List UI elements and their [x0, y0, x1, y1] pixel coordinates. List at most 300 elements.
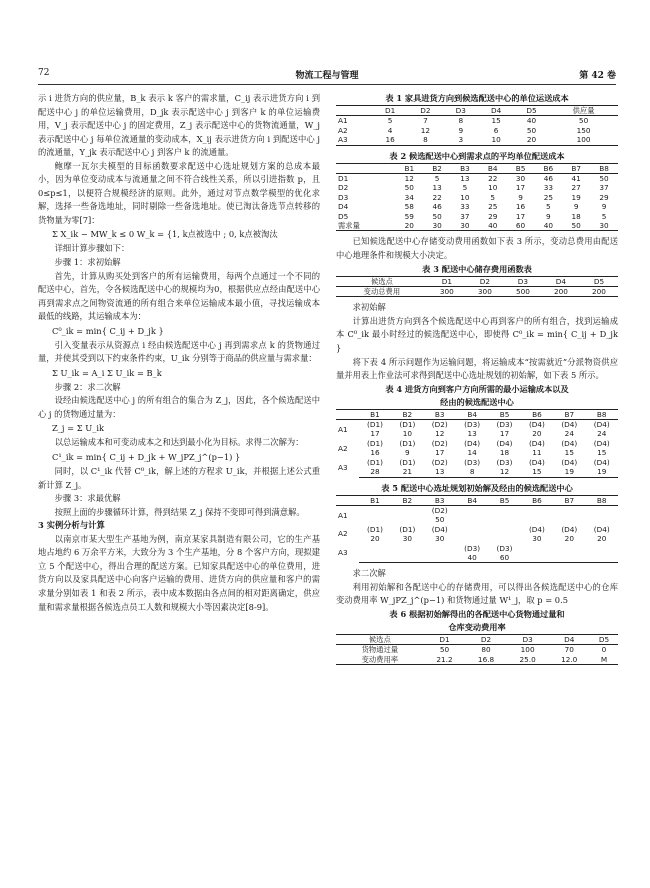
table-cell: 9: [546, 211, 551, 221]
table-2: [336, 163, 618, 232]
table-row: [336, 212, 618, 221]
table-header: D2: [408, 106, 443, 116]
table-cell: 15: [491, 116, 501, 126]
table-cell: 30: [532, 534, 542, 544]
table-cell: 25: [488, 202, 498, 212]
table-cell: 变动费用率: [336, 655, 424, 665]
table-cell: 37: [460, 211, 470, 221]
table-cell: [553, 505, 585, 515]
table-row: [336, 645, 618, 655]
paragraph: 将下表 4 所示问题作为运输问题，将运输成本“按需就近”分派物资供应量并用表上作业法可求得到配送中心选址规划的初始解，如下表 5 所示。: [336, 356, 618, 381]
table-cell: 20: [395, 221, 423, 231]
table-cell: 300: [428, 286, 466, 296]
table-header: B7: [553, 409, 585, 419]
table-cell: (D1): [366, 457, 383, 467]
table-cell: [586, 544, 618, 553]
paragraph: 同时，以 C¹_ik 代替 C⁰_ik，解上述的方程求 U_ik，并根据上述公式重新计算 Z_j。: [38, 466, 320, 490]
table-cell: (D3): [464, 457, 481, 467]
table-cell: 58: [404, 202, 414, 212]
table-header: B5: [488, 409, 520, 419]
table-cell: 37: [599, 183, 609, 193]
table-header: B5: [507, 163, 535, 173]
table-cell: 13: [424, 467, 456, 477]
table-cell: 24: [564, 429, 574, 439]
running-header: [38, 68, 616, 80]
paragraph: 引入变量表示从资源点 i 经由候选配送中心 j 再到需求点 k 的货物通过量，并使其受到以下约束条件约束，U_ik 分别等于商品的供应量与需求量：: [38, 339, 320, 364]
table-cell: 17: [435, 448, 445, 458]
table-cell: 9: [405, 448, 410, 458]
table-cell: 11: [532, 448, 542, 458]
table-cell: [586, 515, 618, 524]
table-cell: 16: [515, 202, 526, 212]
table-cell: 20: [532, 429, 542, 439]
table-cell: A2: [338, 443, 348, 453]
left-column: [38, 92, 320, 614]
table-cell: 10: [478, 135, 513, 145]
table-cell: 10: [488, 183, 498, 193]
table-cell: 46: [432, 202, 442, 212]
table-header: B2: [391, 409, 423, 419]
table-cell: 18: [571, 211, 581, 221]
table-caption: 表 6 根据初始解得出的各配送中心货物通过量和: [389, 608, 565, 619]
table-row: [336, 553, 618, 563]
table-cell: 19: [553, 467, 585, 477]
table-caption: 经由的候选配送中心: [440, 396, 514, 407]
table-cell: 13: [432, 183, 442, 193]
table-cell: D4: [338, 202, 349, 212]
table-row: [336, 183, 618, 192]
paragraph: 首先，计算从购买处到客户的所有运输费用，每两个点通过一个不同的配送中心，首先，令各候选配送中心的规模均为0，根据供应点经由配送中心再到需求点之间物资流通的所有组合来单位运输成本最小值，寻找运输成本最低的线路，其运输成本为：: [38, 270, 320, 322]
table-cell: 50: [526, 125, 537, 135]
step-heading: 步骤 3：求最优解: [54, 493, 121, 504]
table-header: B8: [586, 409, 618, 419]
table-cell: 10: [460, 192, 470, 202]
table-cell: [586, 505, 618, 515]
table-cell: (D3): [496, 543, 513, 553]
table-cell: [521, 505, 553, 515]
table-row: [336, 525, 618, 534]
table-cell: 30: [423, 221, 451, 231]
table-header: B4: [479, 163, 507, 173]
table-header: D5: [580, 276, 618, 286]
table-cell: 9: [518, 192, 523, 202]
table-cell: 22: [432, 192, 442, 202]
paragraph: 以南京市某大型生产基地为例，南京某家具制造有限公司，它的生产基地占地约 6 万余平方米，大致分为 3 个生产基地，分 8 个客户方向，现拟建立 5 个配送中心，得出合理的配送方案。已知家具配送中心的单位费用，进货方向以及家具配送中心向客户运输的费用、进货方向的供应量和客户的需求量分别如表 1 和表 2 所示，表中成本数据由各点间的相对距离确定，供应量和需求量根据各候选点员工人数和规模大小等因素决定[8-9]。: [38, 533, 320, 612]
table-cell: (D1): [366, 438, 383, 448]
table-caption: 表 3 配送中心储存费用函数表: [422, 263, 532, 274]
table-cell: 17: [370, 429, 380, 439]
table-header: B5: [488, 495, 520, 505]
paragraph: 利用初始解和各配送中心的存储费用，可以得出各候选配送中心的仓库变动费用率 W_jPZ_j^(p−1) 和货物通过量 W¹_j，取 p = 0.5: [336, 581, 618, 606]
paragraph: 按照上面的步骤循环计算，得到结果 Z_j 保持不变即可得到满意解。: [54, 506, 305, 517]
table-header: [336, 495, 359, 505]
table-cell: (D4): [593, 524, 610, 534]
table-cell: [391, 505, 423, 515]
equation: C¹_ik = min{ C_ij + D_jk + W_jPZ_j^(p−1) }: [52, 452, 241, 463]
section-heading: 3 实例分析与计算: [38, 520, 105, 531]
table-cell: 20: [564, 534, 574, 544]
table-header: [336, 106, 372, 116]
table-header: B6: [534, 163, 562, 173]
table-cell: 8: [456, 467, 488, 477]
table-cell: 40: [456, 553, 488, 563]
table-cell: (D4): [528, 420, 545, 430]
table-cell: [488, 525, 520, 534]
table-cell: 5: [434, 174, 440, 184]
table-cell: 12.0: [548, 655, 590, 665]
table-cell: (D1): [366, 420, 383, 430]
table-caption: 表 1 家具进货方向到候选配送中心的单位运送成本: [385, 93, 569, 103]
table-cell: 6: [493, 125, 499, 135]
table-cell: 25.0: [507, 655, 549, 665]
table-cell: 30: [590, 221, 618, 231]
table-header: B3: [424, 495, 456, 505]
table-cell: (D1): [399, 457, 416, 467]
table-cell: (D4): [593, 438, 610, 448]
table-cell: 3: [443, 135, 478, 145]
table-cell: (D1): [399, 420, 416, 430]
table-cell: (D4): [561, 420, 578, 430]
table-cell: 50: [578, 116, 589, 126]
table-header: D5: [514, 106, 549, 116]
table-row: [336, 505, 618, 515]
table-cell: 60: [507, 221, 535, 231]
table-cell: 30: [402, 534, 413, 544]
table-cell: [488, 515, 520, 524]
equation: Σ U_ik = A_i Σ U_ik = B_k: [52, 367, 162, 378]
table-header: D4: [542, 276, 580, 286]
table-cell: D3: [338, 192, 349, 202]
table-header: 候选点: [336, 276, 428, 286]
table-row: [336, 655, 618, 665]
table-cell: (D2): [431, 505, 448, 515]
journal-name: 物流工程与管理: [295, 71, 359, 81]
table-cell: 24: [597, 429, 607, 439]
table-cell: 46: [543, 174, 554, 184]
table-cell: 17: [515, 183, 526, 193]
table-header: D2: [465, 634, 507, 644]
header-rule: [38, 84, 616, 85]
table-header: D4: [548, 634, 590, 644]
table-cell: (D3): [496, 420, 513, 430]
table-cell: 9: [458, 125, 464, 135]
table-header: D3: [443, 106, 478, 116]
table-cell: 50: [432, 211, 442, 221]
table-header: B1: [395, 163, 423, 173]
equation: C⁰_ik = min{ C_ij + D_jk }: [52, 325, 164, 336]
table-cell: 29: [599, 192, 609, 202]
table-row: [336, 429, 618, 438]
table-caption: 仓库变动费用率: [448, 621, 506, 632]
table-cell: 16.8: [465, 655, 507, 665]
table-cell: 27: [571, 183, 581, 193]
table-caption: 表 5 配送中心选址规划初始解及经由的候选配送中心: [381, 482, 573, 493]
table-header: D3: [504, 276, 542, 286]
table-cell: 150: [576, 125, 591, 135]
table-header: D4: [478, 106, 513, 116]
table-cell: [359, 505, 391, 515]
table-cell: 13: [460, 174, 470, 184]
table-cell: 50: [562, 221, 590, 231]
table-header: B1: [359, 409, 391, 419]
table-cell: 0: [601, 645, 607, 655]
table-cell: (D4): [561, 457, 578, 467]
table-cell: 21: [391, 467, 423, 477]
table-cell: 200: [580, 286, 618, 296]
table-header: B2: [423, 163, 451, 173]
table-cell: (D4): [528, 438, 545, 448]
paragraph: 以总运输成本和可变动成本之和达到最小化为目标。求得二次解为：: [54, 437, 304, 448]
table-cell: 25: [543, 192, 554, 202]
table-cell: 15: [521, 467, 553, 477]
table-6: [336, 634, 618, 665]
table-cell: [424, 553, 456, 563]
equation: Σ X_ik − MW_k ≤ 0 W_k = {1, k点被选中 ; 0, k点被淘汰: [52, 229, 278, 240]
table-cell: 14: [467, 448, 477, 458]
table-header: B7: [562, 163, 590, 173]
table-cell: 12: [435, 429, 445, 439]
table-cell: (D2): [431, 438, 448, 448]
table-row: [336, 515, 618, 524]
table-caption: 表 4 进货方向到客户方向所需的最小运输成本以及: [385, 383, 569, 394]
table-cell: [553, 544, 585, 553]
table-row: [336, 193, 618, 202]
table-cell: 12: [488, 467, 520, 477]
table-cell: 300: [466, 286, 504, 296]
table-cell: 100: [549, 135, 618, 145]
table-row: [336, 544, 618, 553]
table-caption: 表 2 候选配送中心到需求点的平均单位配送成本: [389, 150, 565, 161]
table-cell: 40: [534, 221, 562, 231]
table-cell: 货物通过量: [361, 645, 399, 655]
paragraph: 设经由候选配送中心 j 的所有组合的集合为 Z_j，因此，各个候选配送中心 j 的货物通过量为：: [38, 395, 320, 419]
table-cell: D5: [338, 211, 349, 221]
table-header: 供应量: [549, 106, 618, 116]
table-cell: 17: [499, 429, 510, 439]
table-cell: [553, 515, 585, 524]
table-row: [336, 202, 618, 211]
table-cell: 21.2: [424, 655, 466, 665]
table-cell: 50: [404, 183, 414, 193]
step-heading: 求二次解: [352, 568, 386, 579]
table-cell: 15: [564, 448, 574, 458]
table-cell: (D2): [431, 420, 448, 430]
table-cell: [521, 515, 553, 524]
table-cell: 13: [467, 429, 477, 439]
table-cell: 7: [423, 116, 428, 126]
table-cell: 100: [520, 645, 535, 655]
table-cell: (D4): [593, 420, 610, 430]
table-cell: 30: [515, 174, 526, 184]
table-cell: 20: [370, 534, 380, 544]
table-header: B4: [456, 495, 488, 505]
table-cell: [391, 515, 423, 524]
table-header: D1: [428, 276, 466, 286]
table-header: B4: [456, 409, 488, 419]
paragraph: 示 i 进货方向的供应量，B_k 表示 k 客户的需求量，C_ij 表示进货方向 i 到配送中心 j 的单位运输费用，D_jk 表示配送中心 j 到客户 k 的单位运输费用，V_j 表示配送中心 j 的固定费用，Z_j 表示配送中心的货物流通量，W_j 表示配送中心 j 每单位流通量的变动成本，X_ij 表示进货方向 i 到配送中心 j 的流通量，Y_jk 表示配送中心 j 到客户 k 的流通量。: [38, 93, 320, 158]
table-cell: A3: [338, 462, 348, 472]
table-cell: 5: [490, 192, 496, 202]
table-cell: 19: [586, 467, 618, 477]
table-cell: [488, 505, 520, 515]
table-row: [336, 286, 618, 296]
table-header: B1: [359, 495, 391, 505]
table-cell: 5: [546, 202, 551, 212]
table-header: B3: [424, 409, 456, 419]
table-row: [336, 420, 618, 430]
table-cell: 500: [504, 286, 542, 296]
table-header: B7: [553, 495, 585, 505]
table-header: B8: [586, 495, 618, 505]
table-cell: 5: [462, 183, 468, 193]
table-cell: (D4): [528, 524, 545, 534]
table-cell: 33: [543, 183, 554, 193]
paragraph: 计算出进货方向到各个候选配送中心再到客户的所有组合，找到运输成本 C⁰_ik 最小时经过的候选配送中心，即使得 C⁰_ik = min{ C_ij + D_jk }: [336, 315, 618, 354]
table-cell: 22: [488, 174, 498, 184]
table-5: [336, 495, 618, 564]
table-cell: 15: [597, 448, 607, 458]
table-cell: [488, 534, 520, 543]
table-row: [336, 174, 618, 184]
table-cell: A3: [338, 548, 348, 558]
table-row: [336, 467, 618, 477]
table-cell: 200: [542, 286, 580, 296]
table-cell: [391, 544, 423, 553]
table-cell: 19: [571, 192, 581, 202]
table-cell: (D4): [528, 457, 545, 467]
table-cell: 16: [370, 448, 380, 458]
table-row: [336, 534, 618, 543]
table-header: [336, 163, 395, 173]
table-row: [336, 116, 618, 126]
table-cell: (D1): [399, 524, 416, 534]
table-cell: 28: [359, 467, 391, 477]
table-cell: [456, 515, 488, 524]
table-cell: 20: [514, 135, 549, 145]
table-cell: 9: [573, 202, 579, 212]
table-cell: [456, 534, 488, 543]
paragraph: 详细计算步骤如下：: [54, 243, 130, 254]
table-cell: 20: [597, 534, 607, 544]
table-cell: (D4): [593, 457, 610, 467]
table-cell: [391, 553, 423, 563]
table-cell: 59: [404, 211, 414, 221]
table-cell: 5: [387, 116, 393, 126]
table-cell: 80: [481, 645, 491, 655]
table-cell: 10: [402, 429, 413, 439]
table-cell: 9: [601, 202, 607, 212]
step-heading: 求初始解: [352, 302, 386, 313]
table-cell: (D3): [464, 543, 481, 553]
equation: Z_j = Σ U_ik: [52, 423, 105, 434]
table-cell: 60: [488, 553, 520, 563]
table-cell: (D2): [431, 457, 448, 467]
table-cell: [553, 553, 585, 563]
table-1: [336, 105, 618, 146]
table-header: B8: [590, 163, 618, 173]
table-cell: [359, 544, 391, 553]
table-cell: [586, 553, 618, 563]
table-cell: 变动总费用: [336, 286, 428, 296]
table-cell: A1: [338, 116, 348, 126]
table-header: B3: [451, 163, 479, 173]
table-cell: 50: [435, 515, 445, 525]
table-header: D1: [372, 106, 407, 116]
volume-label: 第 42 卷: [579, 71, 616, 81]
table-cell: (D1): [366, 524, 383, 534]
table-cell: 12: [404, 174, 414, 184]
table-header: D3: [507, 634, 549, 644]
table-4: [336, 409, 618, 478]
table-cell: 5: [601, 211, 607, 221]
paragraph: 鲍摩一瓦尔夫模型的目标函数要求配送中心选址规划方案的总成本最小，因为单位变动成本与流通量之间不符合线性关系，所以引进指数 p，且 0≤p≤1，以便符合规模经济的原则。此外，通过对节点数学模型的优化求解，选择一些备选地址，同时剔除一些备选地址。使已淘汰备选节点转移的货物量为零[7]：: [38, 160, 320, 225]
table-cell: 30: [451, 221, 479, 231]
table-cell: 70: [564, 645, 574, 655]
table-cell: [359, 515, 391, 524]
table-cell: 17: [515, 211, 526, 221]
table-cell: (D4): [464, 438, 481, 448]
table-cell: A2: [338, 125, 348, 135]
table-cell: 8: [408, 135, 443, 145]
table-cell: (D4): [431, 524, 448, 534]
step-heading: 步骤 1：求初始解: [54, 257, 121, 268]
table-cell: A1: [338, 424, 348, 434]
table-cell: A1: [338, 510, 348, 520]
table-cell: 34: [404, 192, 414, 202]
table-header: D2: [466, 276, 504, 286]
table-3: [336, 276, 618, 298]
table-cell: D1: [338, 174, 349, 184]
table-cell: 12: [420, 125, 431, 135]
table-cell: (D3): [496, 457, 513, 467]
table-header: [336, 409, 359, 419]
table-cell: 50: [439, 645, 450, 655]
table-cell: 4: [387, 125, 393, 135]
table-cell: 29: [488, 211, 498, 221]
table-cell: 50: [599, 174, 609, 184]
table-header: D1: [424, 634, 466, 644]
table-row: [336, 439, 618, 448]
table-cell: (D4): [561, 438, 578, 448]
table-cell: 40: [479, 221, 507, 231]
table-row: [336, 458, 618, 467]
table-cell: 33: [460, 202, 470, 212]
table-cell: M: [590, 655, 618, 665]
table-cell: (D4): [496, 438, 513, 448]
table-cell: [456, 525, 488, 534]
table-cell: [521, 544, 553, 553]
table-cell: [521, 553, 553, 563]
table-header: B6: [521, 495, 553, 505]
table-cell: (D3): [464, 420, 481, 430]
table-cell: 需求量: [336, 221, 395, 231]
table-cell: A3: [336, 135, 372, 145]
table-cell: 30: [435, 534, 445, 544]
table-row: [336, 448, 618, 457]
table-row: [336, 126, 618, 135]
table-row: [336, 221, 618, 231]
table-cell: [456, 505, 488, 515]
step-heading: 步骤 2：求二次解: [54, 381, 121, 392]
table-header: D5: [590, 634, 618, 644]
table-cell: A2: [338, 529, 348, 539]
paragraph: 已知候选配送中心存储变动费用函数如下表 3 所示，变动总费用由配送中心地理条件和规模大小决定。: [336, 236, 618, 261]
table-cell: 41: [571, 174, 581, 184]
table-cell: (D1): [399, 438, 416, 448]
table-cell: 40: [526, 116, 537, 126]
table-cell: (D4): [561, 524, 578, 534]
table-cell: D2: [338, 183, 349, 193]
